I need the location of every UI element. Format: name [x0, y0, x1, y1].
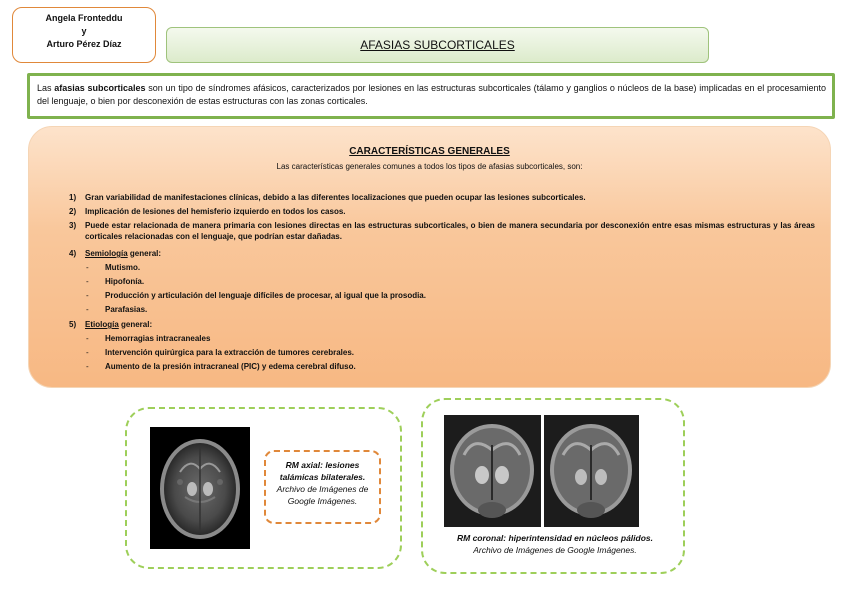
list-item: Puede estar relacionada de manera primaria con lesiones directas en las estructuras subcorticales, o bien de manera secundaria por desconexión entre esas mismas estructuras y las áreas corticales relacionadas con el lenguaje, que podrían estar dañadas.	[85, 221, 815, 241]
item-number: 2)	[69, 207, 77, 216]
caption2-source: Archivo de Imágenes de Google Imágenes.	[473, 545, 637, 555]
item-number: 4)	[69, 249, 77, 258]
list-item-semiologia	[85, 248, 815, 259]
etiologia-suffix: general:	[118, 320, 153, 329]
title-box	[166, 27, 709, 63]
list-item-etiologia	[85, 319, 815, 330]
author-2: Arturo Pérez Díaz	[46, 39, 122, 49]
page-title: AFASIAS SUBCORTICALES	[360, 38, 515, 52]
etiologia-item: Intervención quirúrgica para la extracción de tumores cerebrales.	[105, 348, 354, 357]
definition-text: son un tipo de síndromes afásicos, caracterizados por lesiones en las estructuras subcorticales (tálamo y ganglios o núcleos de la base) implicadas en el procesamiento del lenguaje, o bien por desconexión de estas estructuras con las zonas corticales.	[37, 83, 826, 106]
definition-box	[27, 73, 835, 119]
dash-bullet: -	[86, 334, 89, 343]
item-number: 5)	[69, 320, 77, 329]
semiologia-item: Producción y articulación del lenguaje difíciles de procesar, al igual que la prosodia.	[105, 291, 426, 300]
semiologia-suffix: general:	[127, 249, 162, 258]
caption2-title: RM coronal: hiperintensidad en núcleos pálidos.	[457, 533, 653, 543]
coronal-mri-image-right	[544, 415, 639, 527]
dash-bullet: -	[86, 305, 89, 314]
dash-bullet: -	[86, 362, 89, 371]
etiologia-item: Hemorragias intracraneales	[105, 334, 211, 343]
axial-mri-caption	[264, 450, 381, 524]
dash-bullet: -	[86, 263, 89, 272]
axial-mri-image	[150, 427, 250, 549]
etiologia-label: Etiología	[85, 320, 119, 329]
dash-bullet: -	[86, 348, 89, 357]
definition-term: afasias subcorticales	[54, 83, 146, 93]
definition-prefix: Las	[37, 83, 55, 93]
semiologia-item: Parafasias.	[105, 305, 148, 314]
characteristics-title: CARACTERÍSTICAS GENERALES	[349, 146, 510, 157]
characteristics-intro: Las características generales comunes a todos los tipos de afasias subcorticales, son:	[276, 162, 583, 171]
list-item: Implicación de lesiones del hemisferio izquierdo en todos los casos.	[85, 207, 346, 216]
caption1-source: Archivo de Imágenes de Google Imágenes.	[276, 484, 369, 506]
item-number: 3)	[69, 221, 77, 230]
semiologia-label: Semiología	[85, 249, 128, 258]
author-connector: y	[81, 26, 87, 36]
dash-bullet: -	[86, 277, 89, 286]
etiologia-item: Aumento de la presión intracraneal (PIC) y edema cerebral difuso.	[105, 362, 356, 371]
caption1-title: RM axial: lesiones talámicas bilaterales.	[279, 460, 366, 482]
author-1: Angela Fronteddu	[45, 13, 123, 23]
semiologia-item: Mutismo.	[105, 263, 141, 272]
item-number: 1)	[69, 193, 77, 202]
list-item: Gran variabilidad de manifestaciones clínicas, debido a las diferentes localizaciones que pueden ocupar las lesiones subcorticales.	[85, 193, 586, 202]
characteristics-box	[28, 126, 831, 388]
coronal-mri-image-left	[444, 415, 541, 527]
coronal-mri-caption	[430, 532, 680, 556]
authors-box	[12, 7, 156, 63]
dash-bullet: -	[86, 291, 89, 300]
semiologia-item: Hipofonía.	[105, 277, 145, 286]
